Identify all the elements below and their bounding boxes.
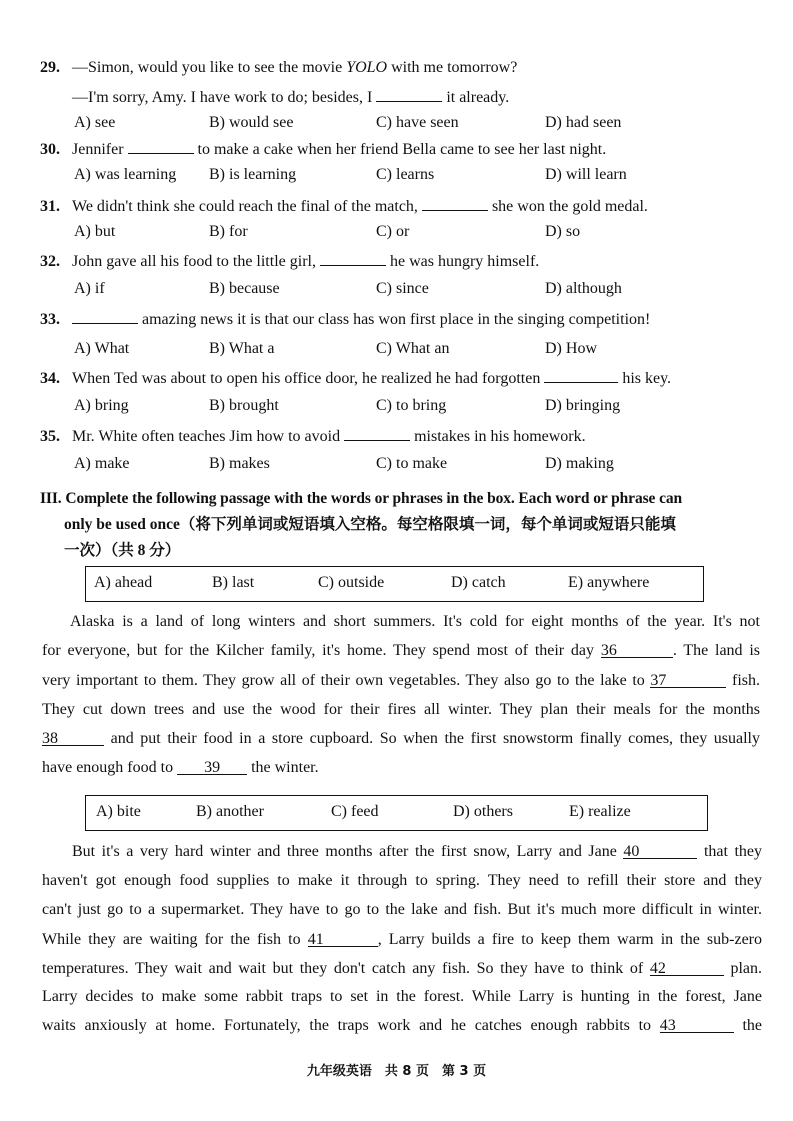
answer-blank[interactable] (320, 250, 386, 266)
option: B) would see (209, 114, 294, 131)
passage-text: fish. (732, 672, 760, 689)
word-option: A) ahead (94, 574, 153, 591)
option: C) or (376, 223, 410, 240)
question-number: 35. (40, 428, 60, 445)
option: D) How (545, 340, 597, 357)
passage-line (42, 1016, 762, 1036)
word-option: D) catch (451, 574, 506, 591)
passage-text: that they (703, 843, 763, 860)
option: B) because (209, 280, 280, 297)
blank-number: 43 (659, 1017, 676, 1034)
word-option: E) anywhere (568, 574, 650, 591)
section-heading-line2: only be used once（将下列单词或短语填入空格。每空格限填一词，每个单词或短语只能填 (64, 516, 676, 533)
passage-line: Larry decides to make some rabbit traps to set in the forest. While Larry is hunting in the forest, Jane (42, 988, 762, 1005)
question-29-reply (72, 86, 509, 108)
blank-number: 36 (600, 642, 617, 659)
answer-blank[interactable] (422, 195, 488, 211)
passage-text: for everyone, but for the Kilcher family, it's home. They spend most of their day (42, 642, 595, 659)
option: D) so (545, 223, 581, 240)
passage-line (72, 842, 762, 862)
question-stem: she won the gold medal. (491, 198, 648, 215)
passage-line (42, 641, 760, 661)
question-number: 34. (40, 370, 60, 387)
passage-text: , Larry builds a fire to keep them warm in the sub-zero (377, 931, 762, 948)
option: A) if (74, 280, 105, 297)
option: D) although (545, 280, 622, 297)
option: D) had seen (545, 114, 622, 131)
blank-number: 37 (650, 672, 667, 689)
question-30 (40, 138, 606, 160)
passage-text: . The land is (672, 642, 761, 659)
passage-line (42, 729, 760, 749)
answer-blank[interactable] (601, 642, 673, 658)
page-footer: 九年级英语 共 8 页 第 3 页 (306, 1064, 487, 1079)
answer-blank[interactable] (376, 86, 442, 102)
question-stem: We didn't think she could reach the final of the match, (72, 198, 418, 215)
passage-text: very important to them. They grow all of their own vegetables. They also go to the lake to (42, 672, 645, 689)
passage-text: But it's a very hard winter and three months after the first snow, Larry and Jane (72, 843, 617, 860)
answer-blank[interactable] (42, 730, 104, 746)
passage-line (42, 959, 762, 979)
question-stem: with me tomorrow? (387, 59, 518, 76)
question-number: 33. (40, 311, 60, 328)
answer-blank[interactable] (128, 138, 194, 154)
answer-blank[interactable] (308, 931, 378, 947)
blank-number: 38 (42, 730, 58, 747)
question-number: 32. (40, 253, 60, 270)
option: A) make (74, 455, 130, 472)
option: A) What (74, 340, 130, 357)
word-option: A) bite (96, 803, 141, 820)
section-heading-line3: 一次）（共 8 分） (64, 542, 181, 559)
question-stem: —Simon, would you like to see the movie (72, 59, 347, 76)
word-option: E) realize (569, 803, 631, 820)
passage-text: the (742, 1017, 763, 1034)
passage-line (42, 671, 760, 691)
option: C) to bring (376, 397, 447, 414)
answer-blank[interactable] (344, 425, 410, 441)
word-box-1 (85, 566, 704, 602)
option: C) What an (376, 340, 450, 357)
question-stem: Mr. White often teaches Jim how to avoid (72, 428, 341, 445)
answer-blank[interactable] (177, 759, 247, 775)
question-stem: it already. (446, 89, 510, 106)
passage-line: They cut down trees and use the wood for their fires all winter. They plan their meals for the months (42, 701, 760, 718)
option: B) is learning (209, 166, 297, 183)
option: C) learns (376, 166, 435, 183)
answer-blank[interactable] (544, 367, 618, 383)
option: B) for (209, 223, 248, 240)
blank-number: 40 (623, 843, 640, 860)
passage-text: plan. (730, 960, 763, 977)
word-option: C) outside (318, 574, 385, 591)
option: A) was learning (74, 166, 177, 183)
word-option: D) others (453, 803, 513, 820)
question-29 (40, 58, 517, 78)
section-heading: III. Complete the following passage with the words or phrases in the box. Each word or phrase can (40, 490, 683, 507)
question-stem: he was hungry himself. (389, 253, 540, 270)
option: D) making (545, 455, 614, 472)
question-32 (40, 250, 539, 272)
question-31 (40, 195, 648, 217)
passage-text: and put their food in a store cupboard. So when the first snowstorm finally comes, they usually (110, 730, 761, 747)
word-option: C) feed (331, 803, 379, 820)
passage-line (42, 930, 762, 950)
option: D) will learn (545, 166, 627, 183)
word-box-2 (85, 795, 708, 831)
passage-text: While they are waiting for the fish to (42, 931, 301, 948)
option: C) to make (376, 455, 448, 472)
answer-blank[interactable] (650, 960, 724, 976)
option: C) have seen (376, 114, 459, 131)
question-33 (40, 308, 650, 330)
passage-line: haven't got enough food supplies to make it through to spring. They need to refill their store and they (42, 872, 762, 889)
question-34 (40, 367, 671, 389)
word-option: B) another (196, 803, 264, 820)
question-number: 31. (40, 198, 60, 215)
question-stem: When Ted was about to open his office door, he realized he had forgotten (72, 370, 541, 387)
option: C) since (376, 280, 429, 297)
option: A) see (74, 114, 116, 131)
passage-text: the winter. (251, 759, 319, 776)
blank-number: 41 (307, 931, 324, 948)
passage-text: temperatures. They wait and wait but they don't catch any fish. So they have to think of (42, 960, 644, 977)
question-stem: his key. (622, 370, 672, 387)
answer-blank[interactable] (650, 672, 726, 688)
question-35 (40, 425, 586, 447)
question-number: 29. (40, 59, 60, 76)
question-stem: Jennifer (72, 141, 124, 158)
passage-line (42, 758, 764, 778)
question-number: 30. (40, 141, 60, 158)
passage-line: Alaska is a land of long winters and short summers. It's cold for eight months of the year. It's not (70, 613, 760, 630)
answer-blank[interactable] (72, 308, 138, 324)
blank-number: 42 (649, 960, 666, 977)
question-stem: amazing news it is that our class has won first place in the singing competition! (142, 311, 651, 328)
passage-text: waits anxiously at home. Fortunately, the traps work and he catches enough rabbits to (42, 1017, 652, 1034)
option: B) makes (209, 455, 270, 472)
question-stem: mistakes in his homework. (414, 428, 586, 445)
answer-blank[interactable] (660, 1017, 734, 1033)
passage-line: can't just go to a supermarket. They have to go to the lake and fish. But it's much more difficult in winter. (42, 901, 762, 918)
option: D) bringing (545, 397, 621, 414)
answer-blank[interactable] (623, 843, 697, 859)
question-stem: —I'm sorry, Amy. I have work to do; besides, I (72, 89, 373, 106)
option: A) but (74, 223, 116, 240)
option: B) brought (209, 397, 279, 414)
passage-text: have enough food to (42, 759, 174, 776)
question-stem: John gave all his food to the little girl, (72, 253, 316, 270)
blank-number: 39 (204, 759, 221, 776)
option: B) What a (209, 340, 275, 357)
word-option: B) last (212, 574, 255, 591)
question-stem: to make a cake when her friend Bella came to see her last night. (197, 141, 607, 158)
option: A) bring (74, 397, 129, 414)
movie-title: YOLO (346, 59, 388, 76)
